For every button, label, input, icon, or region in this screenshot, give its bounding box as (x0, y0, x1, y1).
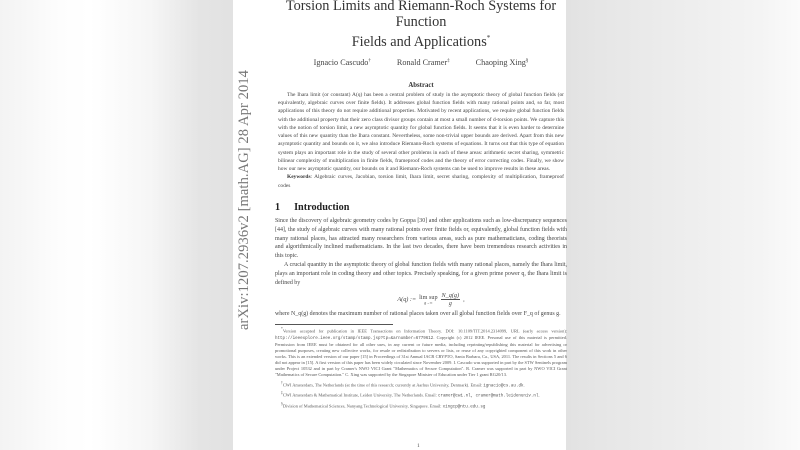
abstract-heading: Abstract (408, 81, 434, 89)
title-footnote-mark: * (486, 34, 491, 42)
formula-lhs: A(q) := (397, 295, 417, 303)
keywords-label: Keywords (287, 174, 311, 181)
keywords-text: : Algebraic curves, Jacobian, torsion limit, Ihara limit, secret sharing, complexity of multiplication, frameproof codes (278, 174, 564, 189)
formula-operator-subscript: g→∞ (424, 300, 433, 305)
keywords (278, 173, 564, 190)
footnote-email: cramer@cwi.nl, cramer@math.leidenuniv.nl (437, 394, 539, 399)
author-name: Chaoping Xing (475, 57, 526, 67)
formula-punctuation: , (463, 295, 465, 303)
title-line-2 (266, 30, 576, 50)
footnote-mark: § (281, 401, 283, 406)
author-name: Ronald Cramer (396, 57, 448, 67)
formula-denominator: g (448, 299, 452, 307)
footnote-text: Division of Mathematical Sciences, Nanyang Technological University, Singapore. Email: (282, 403, 443, 409)
ihara-limit-formula (295, 288, 567, 310)
author (476, 58, 529, 67)
author-list (275, 58, 567, 67)
paper-content (275, 0, 567, 411)
footnote-4 (275, 401, 567, 411)
footnote-mark: * (281, 326, 283, 331)
author (314, 58, 371, 67)
abstract-text: The Ihara limit (or constant) A(q) has been a central problem of study in the asymptotic theory of global function fields (or equivalently, algebraic curves over finite fields). It addresses global function fields with many rational points and, so far, most applications of this theory do not require additional properties. Motivated by recent applications, we require global function fields with the additional property that their zero class divisor groups contain at most a small number of d-torsion points. We capture this with the notion of torsion limit, a new asymptotic quantity for global function fields. It seems that it is even harder to determine values of this new quantity than the Ihara constant. Nevertheless, some non-trivial upper bounds are derived. Apart from this new asymptotic quantity and bounds on it, we also introduce Riemann-Roch systems of equations. It turns out that this type of equation system plays an important role in the study of several other problems in each of these areas: arithmetic secret sharing, symmetric bilinear complexity of multiplication in finite fields, frameproof codes and the theory of error correcting codes. Finally, we show how our new asymptotic quantity, our bounds on it and Riemann-Roch systems can be used to improve results in these areas. (278, 91, 564, 173)
footnote-2 (275, 380, 567, 390)
footnote-email: xingcp@ntu.edu.sg (442, 405, 486, 410)
footnote-text: CWI Amsterdam & Mathematical Institute, Leiden University, The Netherlands. Email: (282, 392, 438, 398)
formula-numerator: N_q(g) (441, 291, 460, 299)
author-name: Ignacio Cascudo (313, 57, 369, 67)
formula-fraction (441, 292, 461, 307)
footnote-1 (275, 326, 567, 379)
intro-paragraph-2: A crucial quantity in the asymptotic theory of global function fields with many rational places, namely the Ihara limit, plays an important role in coding theory and other topics. Precisely speaking, for a given prime power q, the Ihara limit is defined by (275, 262, 567, 287)
formula-operator: lim sup (419, 293, 438, 301)
footnote-mark: † (281, 380, 283, 385)
footnote-email: ignacio@cs.au.dk (483, 384, 524, 389)
footnote-url-link[interactable]: http://ieeexplore.ieee.org/stamp/stamp.jsp?tp=&arnumber=6779612 (275, 336, 434, 341)
footnote-mark: ‡ (281, 391, 283, 396)
footnote-text: . Copyright (c) 2012 IEEE. Personal use of this material is permitted. Permission from IEEE must be obtained for all other uses, in any current or future media, including reprinting/republishing this material for advertising or promotional purposes, creating new collective works, for resale or redistribution to servers or lists, or reuse of any copyrighted component of this work in other works. This is an extended version of our paper [15] in Proceedings of 31st Annual IACR CRYPTO, Santa Barbara, Ca., USA, 2011. The results in Sections 5 and 6 did not appear in [15]. A first version of this paper has been widely circulated since November 2009. I. Cascudo was supported in part by the STW Sentinels program under Project 10532 and in part by Cramer's NWO VICI Grant "Mathematics of Secure Computation". R. Cramer was supported in part by NWO VICI Grant "Mathematics of Secure Computation." C. Xing was supported by the Singapore Minister of Education under Tier 1 grant RG20/13. (275, 334, 567, 378)
section-number: 1 (275, 201, 281, 213)
title-line-1: Torsion Limits and Riemann-Roch Systems for Function (285, 0, 557, 30)
arxiv-stamp: arXiv:1207.2936v2 [math.AG] 28 Apr 2014 (236, 69, 252, 330)
footnote-text: . (538, 392, 540, 398)
footnote-text: CWI Amsterdam, The Netherlands (at the time of this research; currently at Aarhus University, Denmark). Email: (282, 382, 484, 388)
author-mark: ‡ (447, 58, 450, 64)
author-mark: † (368, 58, 371, 64)
footnote-text: Version accepted for publication in IEEE Transactions on Information Theory. DOI: 10.1109/TIT.2014.2314099, URL (early access version): (282, 328, 567, 334)
footnote-rule (275, 324, 393, 325)
intro-paragraph-1: Since the discovery of algebraic geometry codes by Goppa [30] and other applications such as low-discrepancy sequences [44], the study of algebraic curves with many rational points over finite fields or, equivalently, global function fields with many rational places, has attracted many researchers from various areas, such as pure mathematicians, coding theorists and algorithmically inclined mathematicians. In the last two decades, there have been tremendous research activities in this topic. (275, 217, 567, 260)
title-line-2-text: Fields and Applications (351, 33, 487, 50)
formula-limsup (419, 294, 437, 305)
footnote-3 (275, 390, 567, 400)
author-mark: § (525, 58, 529, 64)
section-title: Introduction (294, 201, 350, 213)
intro-paragraph-3: where N_q(g) denotes the maximum number of rational places taken over all global function fields over F_q of genus g. (275, 311, 561, 318)
paper-title (266, 0, 576, 50)
page-number: 1 (417, 443, 420, 449)
section-heading (275, 202, 567, 213)
footnote-text: . (523, 382, 525, 388)
author (397, 58, 450, 67)
